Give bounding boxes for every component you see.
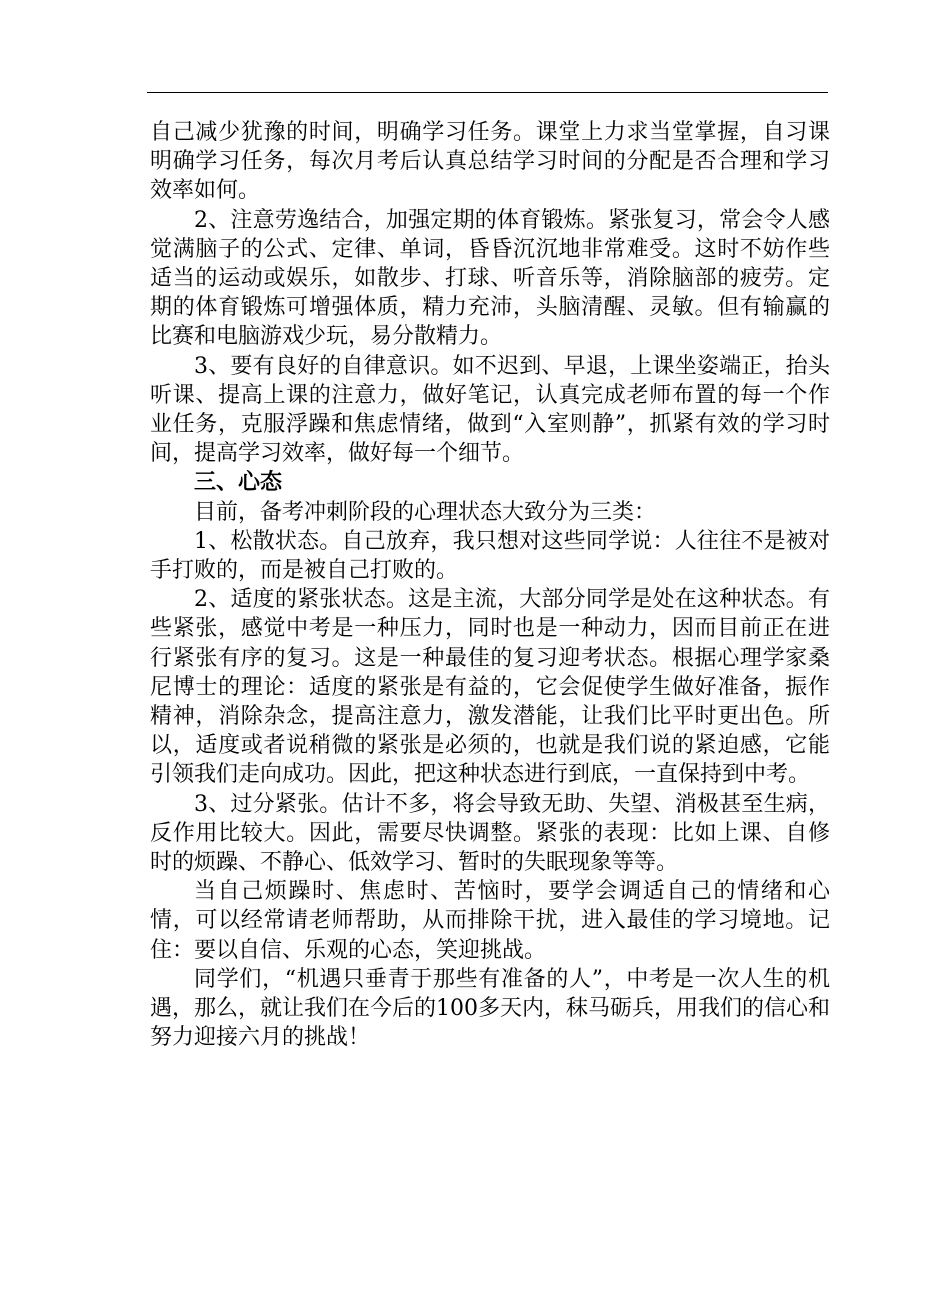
- paragraph-9: 同学们，“机遇只垂青于那些有准备的人”，中考是一次人生的机遇，那么，就让我们在今后的100多天内，秣马砺兵，用我们的信心和努力迎接六月的挑战！: [150, 966, 830, 1051]
- paragraph-5: 1、松散状态。自己放弃，我只想对这些同学说：人往往不是被对手打败的，而是被自己打败的。: [150, 528, 830, 584]
- paragraph-2: 2、注意劳逸结合，加强定期的体育锻炼。紧张复习，常会令人感觉满脑子的公式、定律、单词，昏昏沉沉地非常难受。这时不妨作些适当的运动或娱乐，如散步、打球、听音乐等，消除脑部的疲劳。定期的体育锻炼可增强体质，精力充沛，头脑清醒、灵敏。但有输赢的比赛和电脑游戏少玩，易分散精力。: [150, 207, 830, 350]
- paragraph-7: 3、过分紧张。估计不多，将会导致无助、失望、消极甚至生病，反作用比较大。因此，需要尽快调整。紧张的表现：比如上课、自修时的烦躁、不静心、低效学习、暂时的失眠现象等等。: [150, 791, 830, 876]
- paragraph-6: 2、适度的紧张状态。这是主流，大部分同学是处在这种状态。有些紧张，感觉中考是一种压力，同时也是一种动力，因而目前正在进行紧张有序的复习。这是一种最佳的复习迎考状态。根据心理学家桑尼博士的理论：适度的紧张是有益的，它会促使学生做好准备，振作精神，消除杂念，提高注意力，激发潜能，让我们比平时更出色。所以，适度或者说稍微的紧张是必须的，也就是我们说的紧迫感，它能引领我们走向成功。因此，把这种状态进行到底，一直保持到中考。: [150, 587, 830, 788]
- section-heading: 三、心态: [194, 469, 283, 496]
- paragraph-8: 当自己烦躁时、焦虑时、苦恼时，要学会调适自己的情绪和心情，可以经常请老师帮助，从而排除干扰，进入最佳的学习境地。记住：要以自信、乐观的心态，笑迎挑战。: [150, 879, 830, 963]
- paragraph-1: 自己减少犹豫的时间，明确学习任务。课堂上力求当堂掌握，自习课明确学习任务，每次月考后认真总结学习时间的分配是否合理和学习效率如何。: [150, 120, 830, 204]
- header-rule: [147, 92, 828, 93]
- document-body: [150, 118, 830, 1053]
- paragraph-3: 3、要有良好的自律意识。如不迟到、早退，上课坐姿端正，抬头听课、提高上课的注意力，做好笔记，认真完成老师布置的每一个作业任务，克服浮躁和焦虑情绪，做到“入室则静”，抓紧有效的学习时间，提高学习效率，做好每一个细节。: [150, 353, 830, 467]
- paragraph-4: 目前，备考冲刺阶段的心理状态大致分为三类：: [194, 499, 657, 525]
